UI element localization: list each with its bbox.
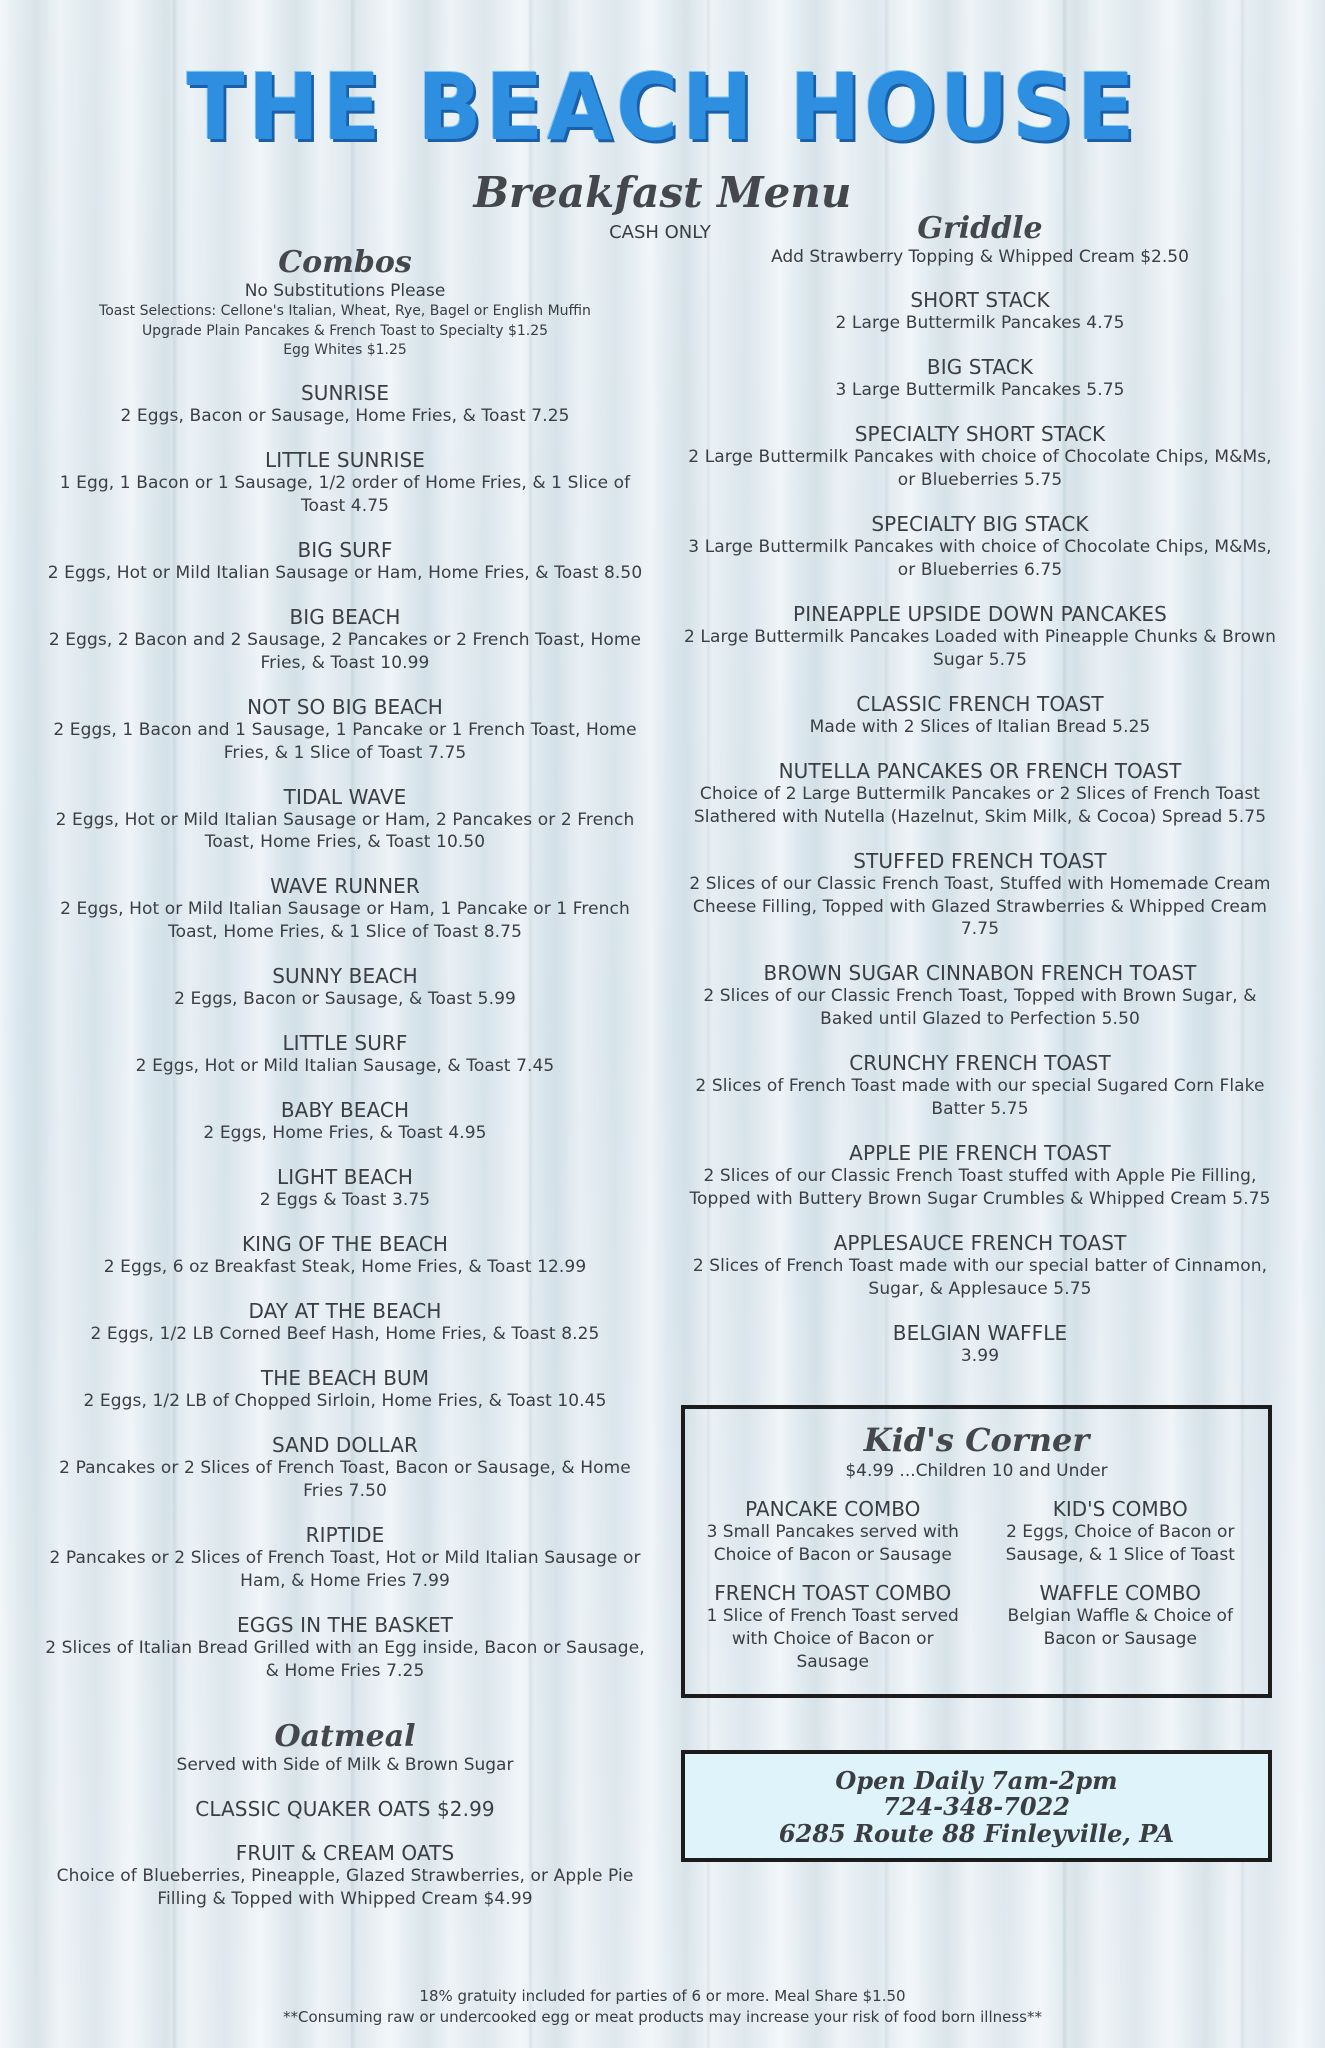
menu-item-desc: 2 Eggs, Bacon or Sausage, Home Fries, & Toast 7.25 xyxy=(120,406,570,427)
menu-item-desc: 2 Eggs, 1/2 LB Corned Beef Hash, Home Fries, & Toast 8.25 xyxy=(90,1323,600,1344)
menu-item-name: SUNRISE xyxy=(300,381,390,406)
menu-item-desc: 2 Eggs, 1/2 LB of Chopped Sirloin, Home Fries, & Toast 10.45 xyxy=(83,1390,607,1411)
kids-corner-box xyxy=(681,1405,1272,1698)
menu-item-desc: 1 Egg, 1 Bacon or 1 Sausage, 1/2 order of Home Fries, & 1 Slice of Toast 4.75 xyxy=(59,472,631,516)
kids-item-desc: Belgian Waffle & Choice of Bacon or Sausage xyxy=(1007,1605,1233,1649)
left-column xyxy=(40,246,650,1911)
toast-selections-note: Toast Selections: Cellone's Italian, Wheat, Rye, Bagel or English Muffin xyxy=(99,303,591,320)
menu-item-name: SHORT STACK xyxy=(910,288,1050,313)
menu-item-desc: 3.99 xyxy=(960,1345,1000,1366)
menu-item xyxy=(680,759,1280,829)
restaurant-title: THE BEACH HOUSE xyxy=(186,54,1139,161)
menu-item-desc: 2 Eggs, Bacon or Sausage, & Toast 5.99 xyxy=(174,989,516,1010)
oatmeal-list xyxy=(40,1797,650,1911)
menu-item-desc: 2 Eggs, Home Fries, & Toast 4.95 xyxy=(203,1123,487,1144)
menu-item-name: LITTLE SUNRISE xyxy=(264,447,426,472)
menu-item xyxy=(40,964,650,1011)
gratuity-note: 18% gratuity included for parties of 6 or more. Meal Share $1.50 xyxy=(419,1987,906,2005)
menu-item xyxy=(40,695,650,765)
kids-item-name: PANCAKE COMBO xyxy=(745,1497,921,1521)
menu-item-desc: 2 Slices of our Classic French Toast, Topped with Brown Sugar, & Baked until Glazed to Perfection 5.50 xyxy=(703,986,1257,1030)
hours-text: Open Daily 7am-2pm xyxy=(835,1766,1118,1795)
menu-item-name: THE BEACH BUM xyxy=(260,1365,430,1390)
menu-item-desc: 3 Large Buttermilk Pancakes 5.75 xyxy=(835,380,1125,401)
kids-item-desc: 1 Slice of French Toast served with Choice of Bacon or Sausage xyxy=(706,1605,959,1672)
menu-item-name: SAND DOLLAR xyxy=(271,1432,419,1457)
menu-item-desc: 2 Slices of Italian Bread Grilled with an Egg inside, Bacon or Sausage, & Home Fries 7.25 xyxy=(45,1637,645,1681)
menu-item-desc: 2 Eggs, 2 Bacon and 2 Sausage, 2 Pancakes or 2 French Toast, Home Fries, & Toast 10.99 xyxy=(48,629,642,673)
kids-title: Kid's Corner xyxy=(863,1421,1090,1459)
combos-note: No Substitutions Please xyxy=(244,281,446,301)
address-text: 6285 Route 88 Finleyville, PA xyxy=(778,1818,1175,1848)
griddle-list xyxy=(680,288,1280,1368)
menu-item xyxy=(680,288,1280,335)
menu-item xyxy=(680,692,1280,739)
right-column xyxy=(680,212,1280,1368)
kids-item-desc: 2 Eggs, Choice of Bacon or Sausage, & 1 Slice of Toast xyxy=(1005,1522,1235,1565)
menu-item xyxy=(40,381,650,428)
griddle-note: Add Strawberry Topping & Whipped Cream $2.50 xyxy=(771,247,1189,267)
menu-item xyxy=(40,1797,650,1821)
menu-item-desc: 2 Eggs & Toast 3.75 xyxy=(259,1190,431,1211)
combo-list xyxy=(40,381,650,1682)
kids-subtitle: $4.99 ...Children 10 and Under xyxy=(845,1461,1108,1481)
egg-whites-note: Egg Whites $1.25 xyxy=(283,342,407,359)
footer xyxy=(0,1986,1325,2028)
menu-item-name: CRUNCHY FRENCH TOAST xyxy=(849,1051,1111,1076)
menu-item-desc: 2 Eggs, 6 oz Breakfast Steak, Home Fries, & Toast 12.99 xyxy=(103,1257,587,1278)
oatmeal-note: Served with Side of Milk & Brown Sugar xyxy=(176,1755,514,1776)
menu-item-name: STUFFED FRENCH TOAST xyxy=(853,848,1107,873)
menu-item xyxy=(680,1321,1280,1368)
kids-item xyxy=(699,1497,967,1567)
menu-item-name: NOT SO BIG BEACH xyxy=(247,694,443,719)
kids-grid xyxy=(685,1481,1268,1674)
menu-item-name: BELGIAN WAFFLE xyxy=(892,1320,1068,1345)
menu-item-desc: 2 Large Buttermilk Pancakes Loaded with Pineapple Chunks & Brown Sugar 5.75 xyxy=(683,626,1277,670)
menu-item-desc: 2 Slices of French Toast made with our special Sugared Corn Flake Batter 5.75 xyxy=(695,1076,1265,1120)
menu-item-name: EGGS IN THE BASKET xyxy=(236,1612,454,1637)
menu-item-name: APPLESAUCE FRENCH TOAST xyxy=(833,1231,1127,1255)
menu-item xyxy=(680,355,1280,402)
menu-item-name: BIG SURF xyxy=(297,537,393,562)
menu-item-name: BABY BEACH xyxy=(280,1098,410,1123)
combos-title: Combos xyxy=(278,245,412,280)
menu-item xyxy=(40,538,650,585)
menu-item-desc: 2 Large Buttermilk Pancakes 4.75 xyxy=(835,313,1125,334)
oatmeal-section xyxy=(40,1720,650,1910)
menu-item-name: PINEAPPLE UPSIDE DOWN PANCAKES xyxy=(793,601,1167,626)
kids-item-desc: 3 Small Pancakes served with Choice of Bacon or Sausage xyxy=(706,1522,959,1565)
menu-item xyxy=(40,1366,650,1413)
menu-item-name: APPLE PIE FRENCH TOAST xyxy=(849,1141,1111,1166)
menu-item xyxy=(40,1299,650,1346)
menu-item xyxy=(40,1232,650,1279)
kids-item xyxy=(699,1581,967,1674)
menu-item-name: SPECIALTY BIG STACK xyxy=(871,512,1089,536)
kids-item-name: FRENCH TOAST COMBO xyxy=(714,1580,952,1605)
menu-item-desc: 2 Large Buttermilk Pancakes with choice of Chocolate Chips, M&Ms, or Blueberries 5.75 xyxy=(688,447,1272,491)
menu-item-name: DAY AT THE BEACH xyxy=(248,1298,442,1323)
menu-item xyxy=(40,785,650,855)
menu-item-desc: 2 Slices of our Classic French Toast, Stuffed with Homemade Cream Cheese Filling, Topped with Glazed Strawberries & Whipped Cream 7.75 xyxy=(689,873,1271,940)
menu-item-name: BIG BEACH xyxy=(289,604,401,629)
menu-item-desc: 2 Eggs, 1 Bacon and 1 Sausage, 1 Pancake or 1 French Toast, Home Fries, & 1 Slice of Toast 7.75 xyxy=(53,719,637,763)
menu-item xyxy=(40,1523,650,1593)
menu-item xyxy=(680,961,1280,1031)
menu-item xyxy=(40,605,650,675)
menu-item-desc: 2 Eggs, Hot or Mild Italian Sausage or Ham, 1 Pancake or 1 French Toast, Home Fries, & 1 Slice of Toast 8.75 xyxy=(60,899,630,943)
menu-item xyxy=(40,1613,650,1683)
menu-item xyxy=(40,1433,650,1503)
menu-item xyxy=(680,849,1280,942)
upgrade-note: Upgrade Plain Pancakes & French Toast to Specialty $1.25 xyxy=(141,322,549,339)
menu-item xyxy=(680,1141,1280,1211)
hours-box xyxy=(681,1750,1272,1862)
menu-item-name: RIPTIDE xyxy=(305,1522,385,1547)
kids-item-name: WAFFLE COMBO xyxy=(1039,1580,1202,1605)
menu-item-desc: 2 Eggs, Hot or Mild Italian Sausage, & Toast 7.45 xyxy=(135,1056,555,1077)
griddle-title: Griddle xyxy=(917,211,1043,246)
menu-item xyxy=(680,1051,1280,1121)
menu-item xyxy=(40,1841,650,1911)
menu-item-desc: 2 Eggs, Hot or Mild Italian Sausage or Ham, 2 Pancakes or 2 French Toast, Home Fries, & Toast 10.50 xyxy=(55,809,635,853)
menu-item xyxy=(40,448,650,518)
kids-item-name: KID'S COMBO xyxy=(1052,1497,1188,1521)
menu-item-desc: 2 Pancakes or 2 Slices of French Toast, Bacon or Sausage, & Home Fries 7.50 xyxy=(59,1457,631,1501)
menu-item xyxy=(40,1031,650,1078)
menu-item-desc: Choice of 2 Large Buttermilk Pancakes or 2 Slices of French Toast Slathered with Nutella (Hazelnut, Skim Milk, & Cocoa) Spread 5.75 xyxy=(693,783,1267,827)
menu-item xyxy=(680,1231,1280,1301)
menu-item-desc: Choice of Blueberries, Pineapple, Glazed Strawberries, or Apple Pie Filling & Topped with Whipped Cream $4.99 xyxy=(56,1865,634,1909)
oatmeal-title: Oatmeal xyxy=(274,1719,416,1755)
phone-text: 724-348-7022 xyxy=(883,1792,1070,1822)
menu-item-name: TIDAL WAVE xyxy=(283,784,407,809)
kids-item xyxy=(987,1581,1255,1674)
menu-item-name: SPECIALTY SHORT STACK xyxy=(854,422,1106,447)
menu-item xyxy=(40,874,650,944)
menu-item xyxy=(680,602,1280,672)
menu-item-name: FRUIT & CREAM OATS xyxy=(235,1840,455,1865)
food-warning: **Consuming raw or undercooked egg or meat products may increase your risk of food born illness** xyxy=(283,2008,1042,2026)
cash-only-note: CASH ONLY xyxy=(609,222,711,243)
menu-item xyxy=(680,422,1280,492)
menu-item-name: LIGHT BEACH xyxy=(277,1165,413,1190)
menu-item xyxy=(680,512,1280,582)
menu-item-name: LITTLE SURF xyxy=(282,1031,408,1056)
menu-item-name: CLASSIC FRENCH TOAST xyxy=(856,691,1104,716)
menu-item-name: BIG STACK xyxy=(926,355,1034,380)
menu-item-name: BROWN SUGAR CINNABON FRENCH TOAST xyxy=(763,961,1197,986)
kids-item xyxy=(987,1497,1255,1567)
menu-item-desc: Made with 2 Slices of Italian Bread 5.25 xyxy=(809,716,1151,737)
menu-item xyxy=(40,1165,650,1212)
menu-item xyxy=(40,1098,650,1145)
menu-item-name: CLASSIC QUAKER OATS $2.99 xyxy=(195,1796,495,1821)
menu-item-desc: 2 Pancakes or 2 Slices of French Toast, Hot or Mild Italian Sausage or Ham, & Home Fries 7.99 xyxy=(49,1547,641,1591)
menu-item-desc: 3 Large Buttermilk Pancakes with choice of Chocolate Chips, M&Ms, or Blueberries 6.75 xyxy=(688,537,1272,580)
menu-item-name: KING OF THE BEACH xyxy=(241,1232,449,1257)
menu-item-name: WAVE RUNNER xyxy=(270,874,420,899)
menu-item-desc: 2 Slices of our Classic French Toast stuffed with Apple Pie Filling, Topped with Buttery Brown Sugar Crumbles & Whipped Cream 5.75 xyxy=(689,1166,1271,1210)
menu-item-name: NUTELLA PANCAKES OR FRENCH TOAST xyxy=(778,758,1182,783)
menu-item-name: SUNNY BEACH xyxy=(272,964,418,989)
menu-item-desc: 2 Eggs, Hot or Mild Italian Sausage or Ham, Home Fries, & Toast 8.50 xyxy=(47,562,643,583)
menu-subtitle: Breakfast Menu xyxy=(473,168,852,217)
menu-item-desc: 2 Slices of French Toast made with our special batter of Cinnamon, Sugar, & Applesauce 5.75 xyxy=(692,1256,1268,1299)
